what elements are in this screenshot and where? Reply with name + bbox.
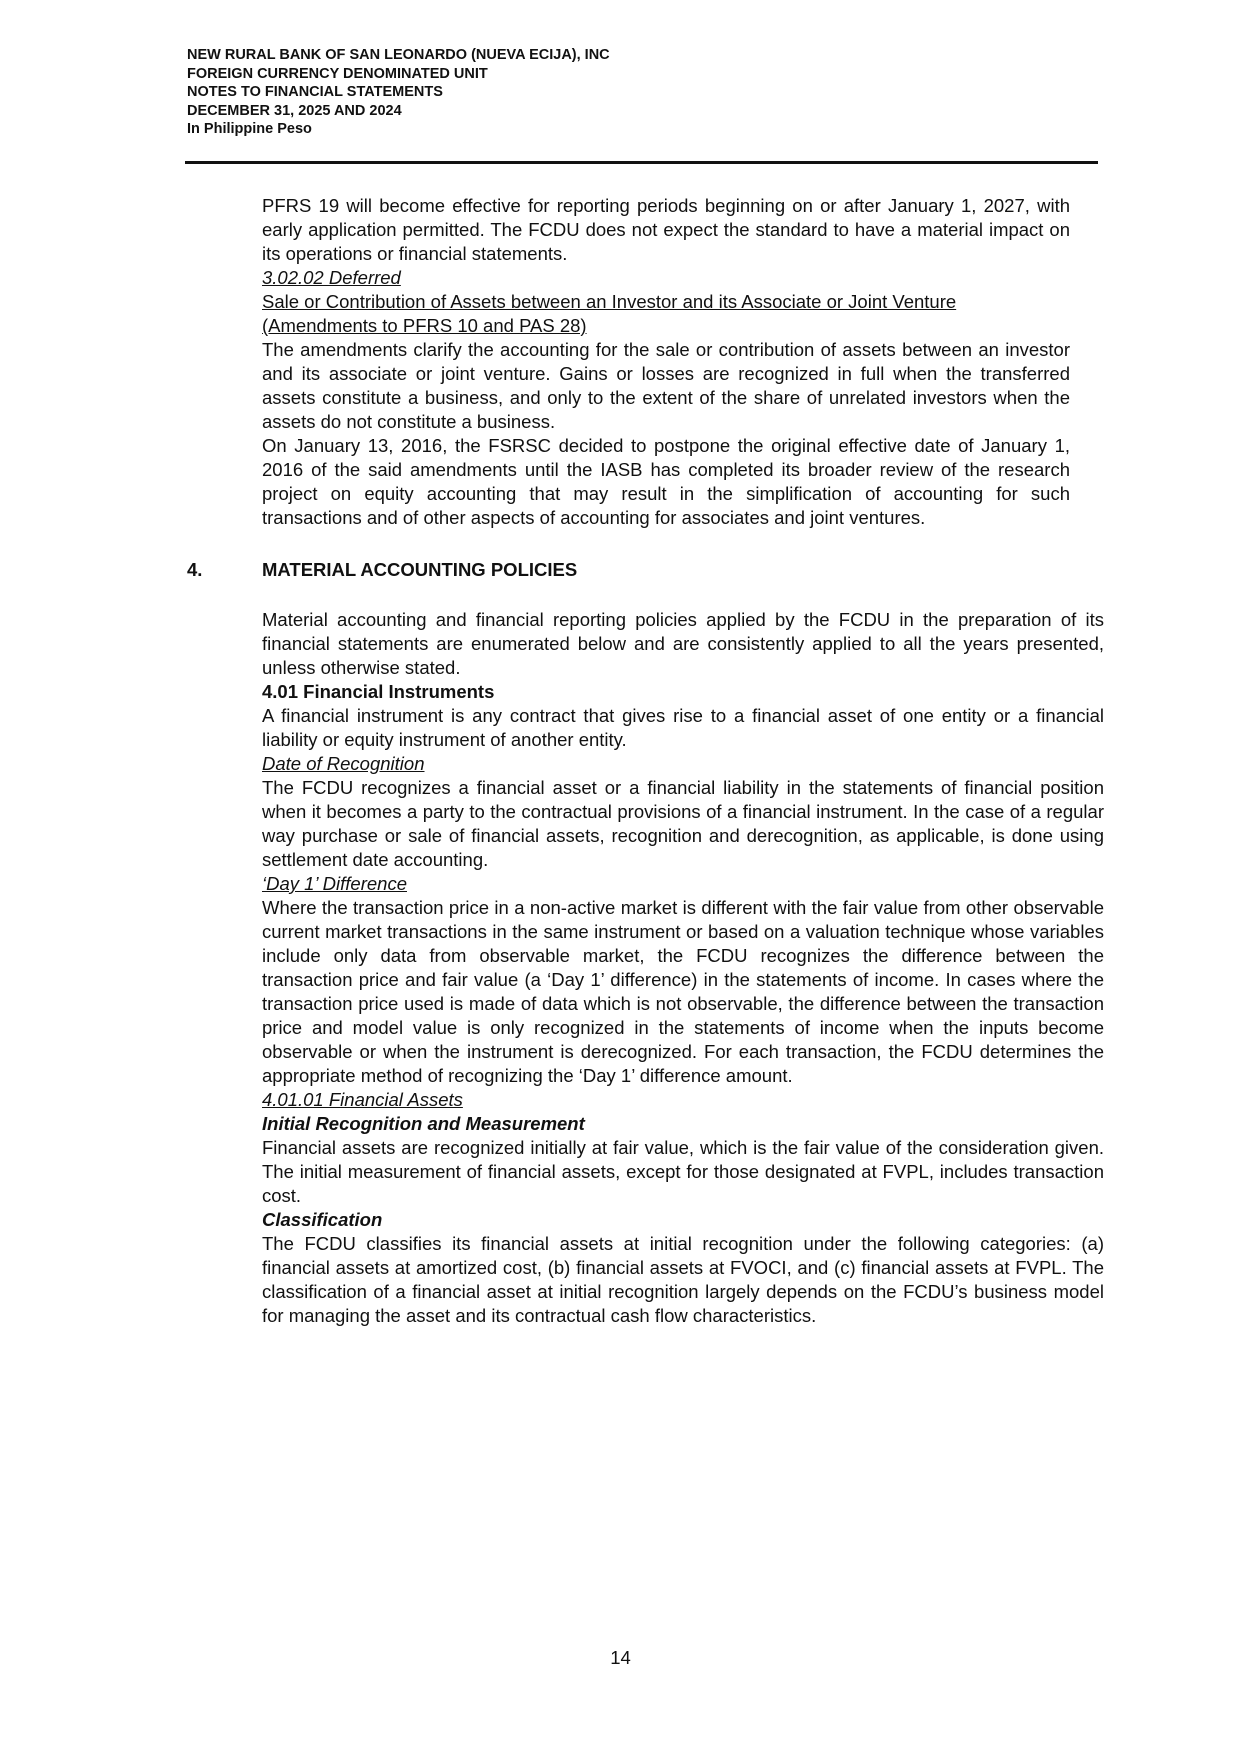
page-number: 14 xyxy=(610,1647,631,1668)
financial-instruments-paragraph: A financial instrument is any contract that gives rise to a financial asset of one entity or a financial liability or equity instrument of another entity. xyxy=(262,705,1104,750)
section-intro-paragraph: Material accounting and financial reporting policies applied by the FCDU in the preparation of its financial statements are enumerated below and are consistently applied to all the years presented, unless otherwise stated. xyxy=(262,609,1104,678)
day1-difference-paragraph: Where the transaction price in a non-active market is different with the fair value from other observable current market transactions in the same instrument or based on a valuation technique whose variables include only data from observable market, the FCDU recognizes the difference between the transaction price and fair value (a ‘Day 1’ difference) in the statements of income. In cases where the transaction price used is made of data which is not observable, the difference between the transaction price and model value is only recognized in the statements of income when the inputs become observable or when the instrument is derecognized. For each transaction, the FCDU determines the appropriate method of recognizing the ‘Day 1’ difference amount. xyxy=(262,897,1104,1086)
classification-heading: Classification xyxy=(262,1209,383,1230)
fsrsc-paragraph: On January 13, 2016, the FSRSC decided to postpone the original effective date of January 1, 2016 of the said amendments until the IASB has completed its broader review of the research project on equity accounting that may result in the simplification of accounting for such transactions and of other aspects of accounting for associates and joint ventures. xyxy=(262,435,1070,528)
header-divider xyxy=(185,161,1098,164)
date-of-recognition-paragraph: The FCDU recognizes a financial asset or a financial liability in the statements of financial position when it becomes a party to the contractual provisions of a financial instrument. In the case of a regular way purchase or sale of financial assets, recognition and derecognition, as applicable, is done using settlement date accounting. xyxy=(262,777,1104,870)
document-body xyxy=(187,194,1104,1328)
date-of-recognition-heading: Date of Recognition xyxy=(262,753,425,774)
header-document-title: NOTES TO FINANCIAL STATEMENTS xyxy=(187,84,443,100)
section-4-heading xyxy=(187,558,1070,582)
deferred-title-line1: Sale or Contribution of Assets between an Investor and its Associate or Joint Venture xyxy=(262,291,957,312)
section-4-content xyxy=(262,608,1104,1328)
section-title: MATERIAL ACCOUNTING POLICIES xyxy=(262,559,578,580)
header-company-name: NEW RURAL BANK OF SAN LEONARDO (NUEVA ECIJA), INC xyxy=(187,47,610,63)
header-unit-name: FOREIGN CURRENCY DENOMINATED UNIT xyxy=(187,65,488,82)
financial-instruments-heading: 4.01 Financial Instruments xyxy=(262,681,495,702)
header-currency: In Philippine Peso xyxy=(187,121,312,137)
financial-assets-heading: 4.01.01 Financial Assets xyxy=(262,1089,463,1110)
document-header xyxy=(187,46,610,139)
deferred-heading: 3.02.02 Deferred xyxy=(262,267,401,288)
pfrs19-paragraph: PFRS 19 will become effective for reporting periods beginning on or after January 1, 2027, with early application permitted. The FCDU does not expect the standard to have a material impact on its operations or financial statements. xyxy=(262,195,1070,264)
day1-difference-heading: ‘Day 1’ Difference xyxy=(262,873,407,894)
initial-recognition-heading: Initial Recognition and Measurement xyxy=(262,1113,585,1134)
header-period: DECEMBER 31, 2025 AND 2024 xyxy=(187,102,402,119)
deferred-body-paragraph: The amendments clarify the accounting for the sale or contribution of assets between an investor and its associate or joint venture. Gains or losses are recognized in full when the transferred assets constitute a business, and only to the extent of the share of unrelated investors when the assets do not constitute a business. xyxy=(262,339,1070,432)
initial-recognition-paragraph: Financial assets are recognized initially at fair value, which is the fair value of the consideration given. The initial measurement of financial assets, except for those designated at FVPL, includes transaction cost. xyxy=(262,1137,1104,1206)
classification-paragraph: The FCDU classifies its financial assets at initial recognition under the following categories: (a) financial assets at amortized cost, (b) financial assets at FVOCI, and (c) financial assets at FVPL. The classification of a financial asset at initial recognition largely depends on the FCDU’s business model for managing the asset and its contractual cash flow characteristics. xyxy=(262,1233,1104,1326)
section-number: 4. xyxy=(187,559,203,580)
deferred-title-line2: (Amendments to PFRS 10 and PAS 28) xyxy=(262,315,587,336)
